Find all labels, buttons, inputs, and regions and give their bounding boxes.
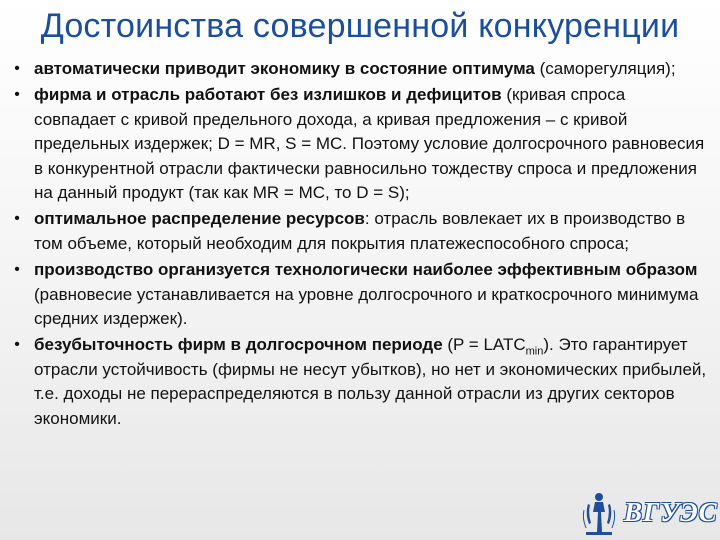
bullet-bold-text: безубыточность фирм в долгосрочном периоде xyxy=(34,335,443,355)
bullet-bold-text: фирма и отрасль работают без излишков и дефицитов xyxy=(34,85,502,105)
bullet-text: ). Это гарантирует отрасли устойчивость (фирмы не несут убытков), но нет и экономических прибылей, т.е. доходы не перераспределяются в пользу данной отрасли из других секторов экономики. xyxy=(34,335,707,428)
bullet-bold-text: автоматически приводит экономику в состояние оптимума xyxy=(34,59,535,78)
slide-title: Достоинства совершенной конкуренции xyxy=(40,7,680,45)
bullet-text: (равновесие устанавливается на уровне долгосрочного и краткосрочного минимума средних издержек). xyxy=(34,284,699,329)
university-emblem-icon xyxy=(580,490,618,536)
bullet-list xyxy=(8,57,708,433)
bullet-icon: • xyxy=(14,60,20,77)
bullet-text: (P = LATC xyxy=(442,335,526,355)
bullet-icon: • xyxy=(14,336,20,354)
bullet-item xyxy=(8,258,708,331)
bullet-item xyxy=(8,57,708,81)
bullet-icon: • xyxy=(14,261,20,279)
bullet-text: (саморегуляция); xyxy=(534,59,676,78)
bullet-item xyxy=(8,333,708,431)
bullet-bold-text: оптимальное распределение ресурсов xyxy=(34,209,365,229)
bullet-text: : отрасль вовлекает их в производство в том объеме, который необходим для покрытия платежеспособного спроса; xyxy=(34,209,686,253)
bullet-icon: • xyxy=(14,210,20,228)
bullet-bold-text: производство организуется технологически наиболее эффективным образом xyxy=(34,260,698,280)
bullet-text: (кривая спроса совпадает с кривой предельного дохода, а кривая предложения – с кривой предельных издержек; D = MR, S = MC. Поэтому условие долгосрочного равновесия в конкурентной отрасли фактически равносильно тождеству спроса и предложения на данный продукт (так как MR = MC, то D = S); xyxy=(34,85,705,203)
bullet-item xyxy=(8,207,708,256)
bullet-item xyxy=(8,83,708,205)
subscript-text: min xyxy=(525,345,544,358)
university-logo xyxy=(580,490,718,536)
logo-text: ВГУЭС xyxy=(624,497,718,527)
bullet-icon: • xyxy=(14,86,20,104)
